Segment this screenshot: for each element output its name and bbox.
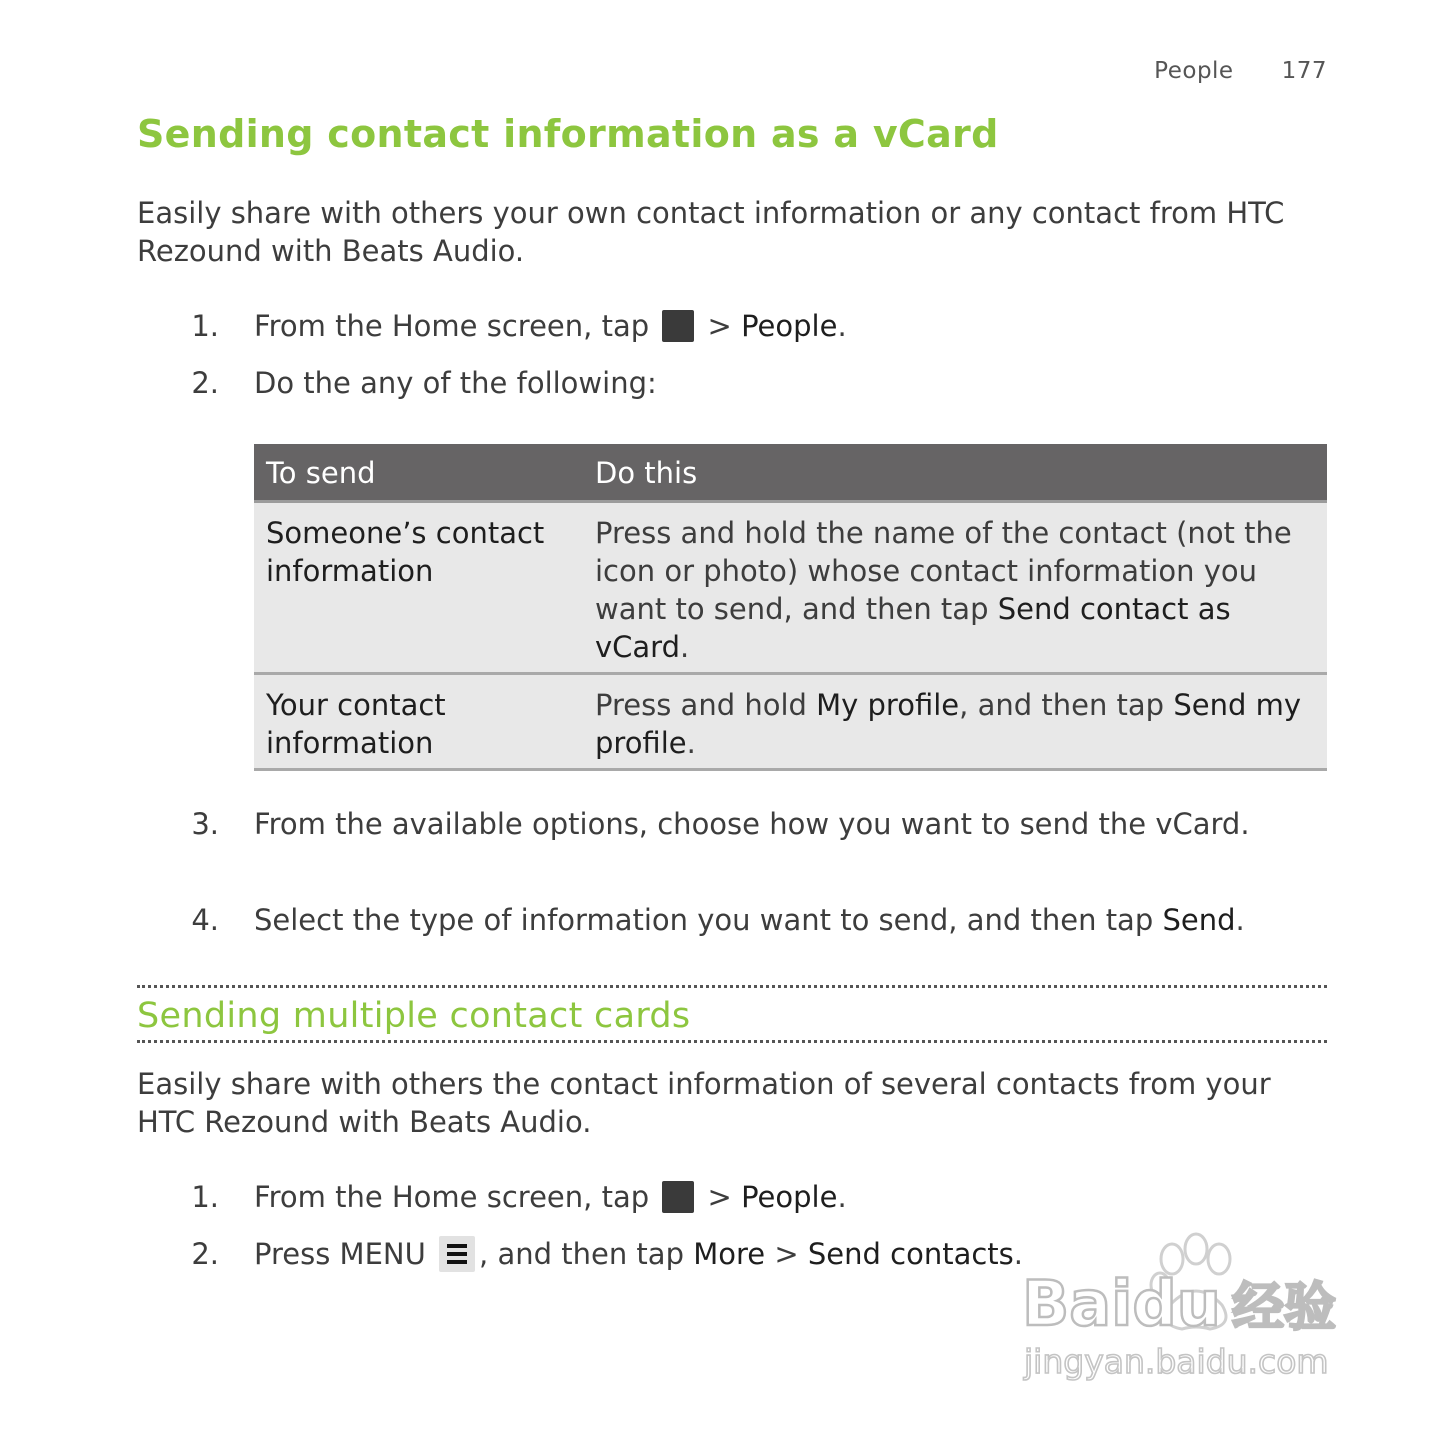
step-text: [254, 1178, 1327, 1216]
step-text-part: Press MENU: [254, 1237, 426, 1271]
cell-text: Press and hold the name of the contact (not the icon or photo) whose contact information you want to send, and then tap: [595, 516, 1292, 626]
step-text-part: Select the type of information you want to send, and then tap: [254, 903, 1163, 937]
step-number: 4.: [191, 903, 219, 937]
step-text: [254, 901, 1327, 939]
step-number: 2.: [191, 1237, 219, 1271]
divider-bottom: [137, 1040, 1327, 1043]
watermark-cn: 经验: [1232, 1278, 1337, 1338]
step-emphasis: People: [741, 1180, 838, 1214]
step-emphasis: Send: [1162, 903, 1236, 937]
table-cell-action: [583, 502, 1327, 674]
step-text-mid: , and then tap: [479, 1237, 694, 1271]
all-apps-icon: [662, 1181, 694, 1213]
subsection-title: Sending multiple contact cards: [137, 996, 691, 1036]
table-row: [254, 502, 1327, 674]
step-number: 1.: [191, 1180, 219, 1214]
divider-top: [137, 985, 1327, 988]
step-emphasis: People: [741, 309, 838, 343]
step-text: From the available options, choose how you want to send the vCard.: [254, 807, 1250, 841]
table-header-row: [254, 444, 1327, 502]
step-number: 1.: [191, 309, 219, 343]
cell-emphasis: My profile: [816, 688, 960, 722]
watermark-url: jingyan.baidu.com: [1024, 1342, 1329, 1381]
column-header-do-this: Do this: [583, 444, 1327, 502]
watermark-brand: Baidu: [1022, 1267, 1221, 1340]
step-text-end: .: [837, 309, 847, 343]
step-emphasis: Send contacts: [807, 1237, 1014, 1271]
step-separator: >: [765, 1237, 808, 1271]
page-number: 177: [1281, 58, 1327, 84]
step-separator: >: [698, 1180, 742, 1214]
table-row: [254, 674, 1327, 770]
cell-emphasis: Send contact as vCard: [595, 592, 1231, 664]
cell-text-end: .: [686, 726, 696, 760]
running-header: [1154, 58, 1327, 84]
cell-text-end: .: [680, 630, 690, 664]
step-text-part: From the Home screen, tap: [254, 1180, 650, 1214]
section-title: Sending contact information as a vCard: [137, 112, 999, 156]
baidu-watermark-logo: [1020, 1225, 1360, 1390]
step-text-part: From the Home screen, tap: [254, 309, 650, 343]
section-name: People: [1154, 58, 1234, 84]
cell-text: Press and hold: [595, 688, 817, 722]
step-text-end: .: [1235, 903, 1245, 937]
column-header-to-send: To send: [254, 444, 583, 502]
cell-text-mid: , and then tap: [959, 688, 1174, 722]
intro-paragraph: Easily share with others your own contact information or any contact from HTC Rezound with Beats Audio.: [137, 196, 1285, 268]
all-apps-icon: [662, 310, 694, 342]
menu-icon: [439, 1236, 475, 1272]
step-text: [254, 307, 1327, 345]
step-number: 3.: [191, 807, 219, 841]
send-options-table: [254, 444, 1327, 771]
table-cell-what: Someone’s contact information: [254, 502, 583, 674]
step-text-end: .: [1013, 1237, 1023, 1271]
table-cell-what: Your contact information: [254, 674, 583, 770]
intro2-paragraph: Easily share with others the contact information of several contacts from your HTC Rezound with Beats Audio.: [137, 1067, 1271, 1139]
step-text-end: .: [837, 1180, 847, 1214]
step-emphasis: More: [693, 1237, 766, 1271]
step-separator: >: [698, 309, 742, 343]
manual-page: [137, 0, 1327, 1440]
table-cell-action: [583, 674, 1327, 770]
step-text: Do the any of the following:: [254, 366, 657, 400]
cell-emphasis: Send my profile: [595, 688, 1301, 760]
step-number: 2.: [191, 366, 219, 400]
